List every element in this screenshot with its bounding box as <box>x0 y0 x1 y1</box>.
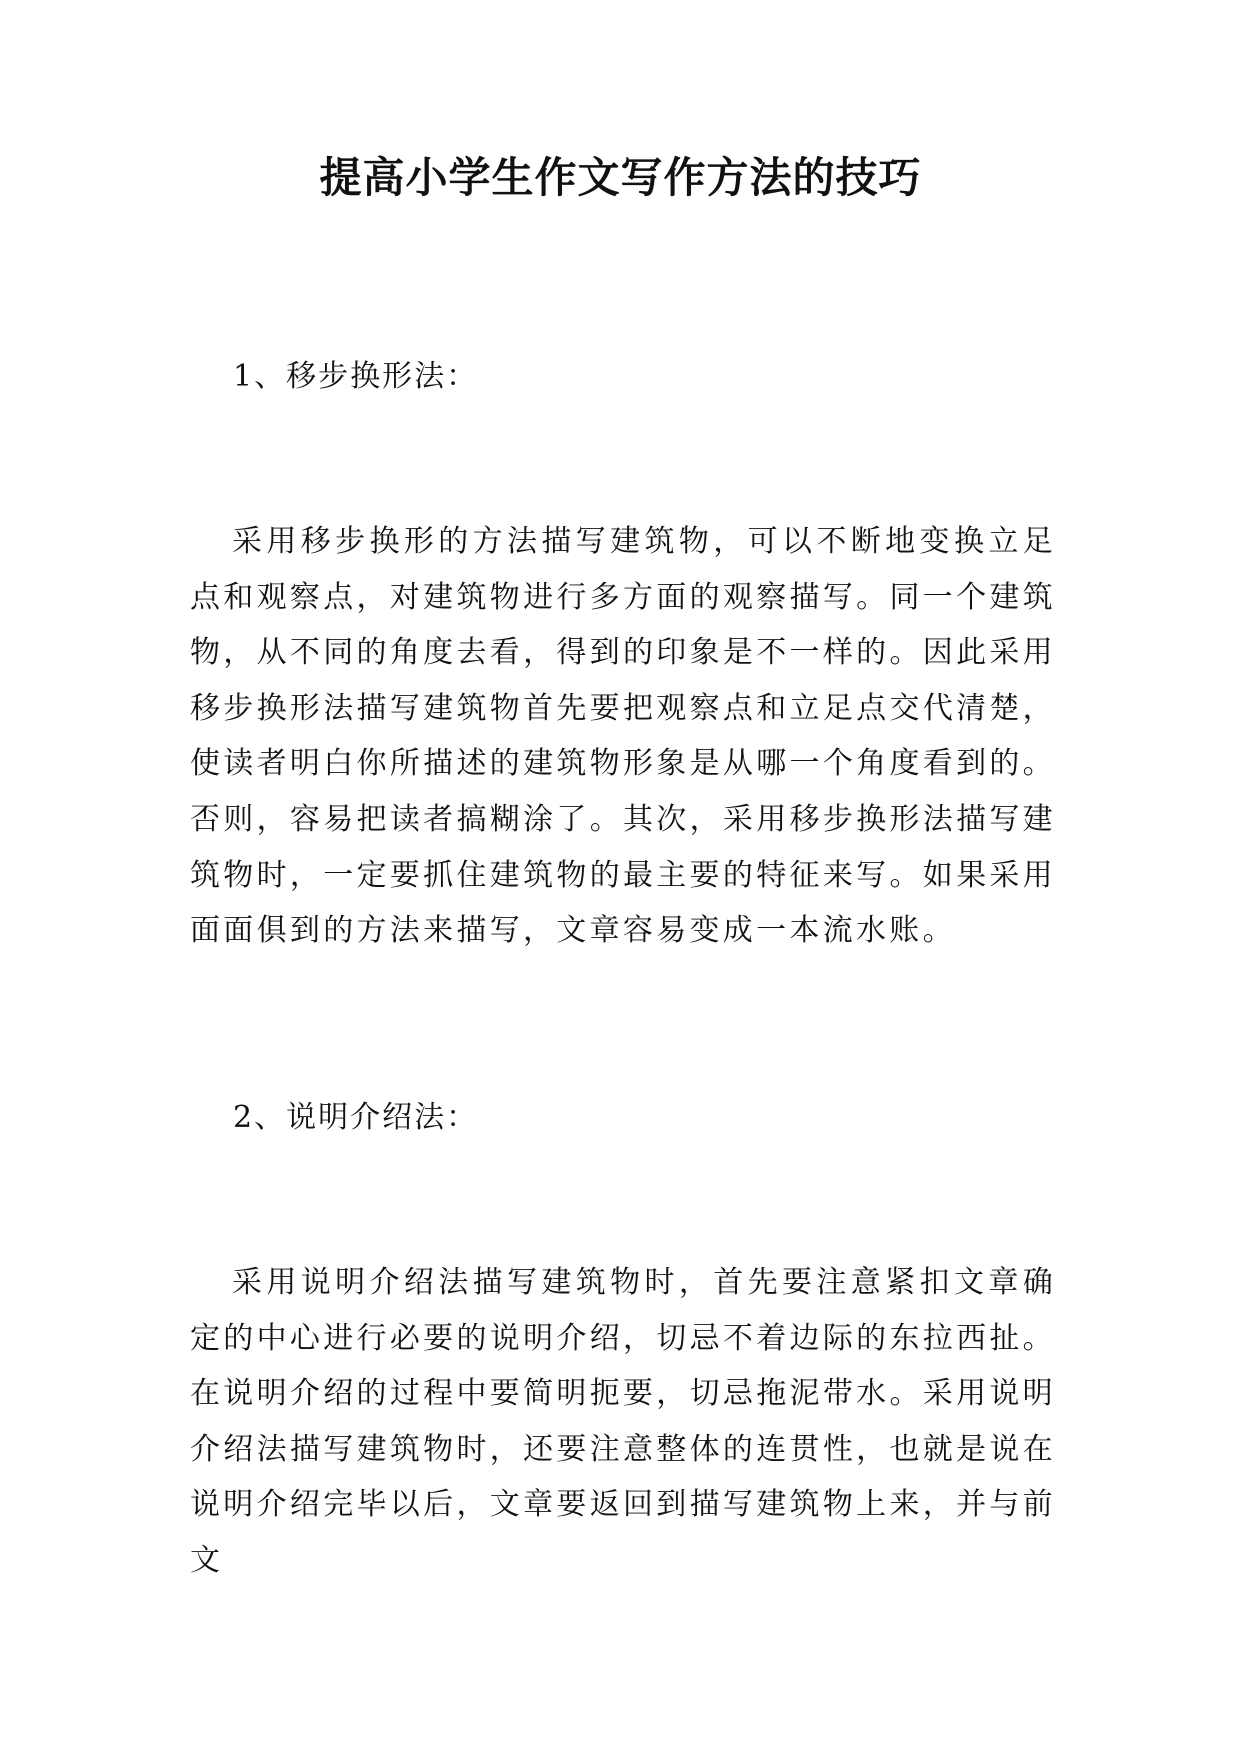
document-title: 提高小学生作文写作方法的技巧 <box>319 153 922 202</box>
section-paragraph-2: 采用说明介绍法描写建筑物时，首先要注意紧扣文章确定的中心进行必要的说明介绍，切忌不着边际的东拉西扯。在说明介绍的过程中要简明扼要，切忌拖泥带水。采用说明介绍法描写建筑物时，还要注意整体的连贯性，也就是说在说明介绍完毕以后，文章要返回到描写建筑物上来，并与前文 <box>190 1265 1056 1578</box>
section-paragraph-1: 采用移步换形的方法描写建筑物，可以不断地变换立足点和观察点，对建筑物进行多方面的观察描写。同一个建筑物，从不同的角度去看，得到的印象是不一样的。因此采用移步换形法描写建筑物首先要把观察点和立足点交代清楚，使读者明白你所描述的建筑物形象是从哪一个角度看到的。否则，容易把读者搞糊涂了。其次，采用移步换形法描写建筑物时，一定要抓住建筑物的最主要的特征来写。如果采用面面俱到的方法来描写，文章容易变成一本流水账。 <box>190 524 1056 949</box>
section-heading-1: 1、移步换形法： <box>233 359 479 394</box>
section-heading-2: 2、说明介绍法： <box>233 1100 479 1135</box>
